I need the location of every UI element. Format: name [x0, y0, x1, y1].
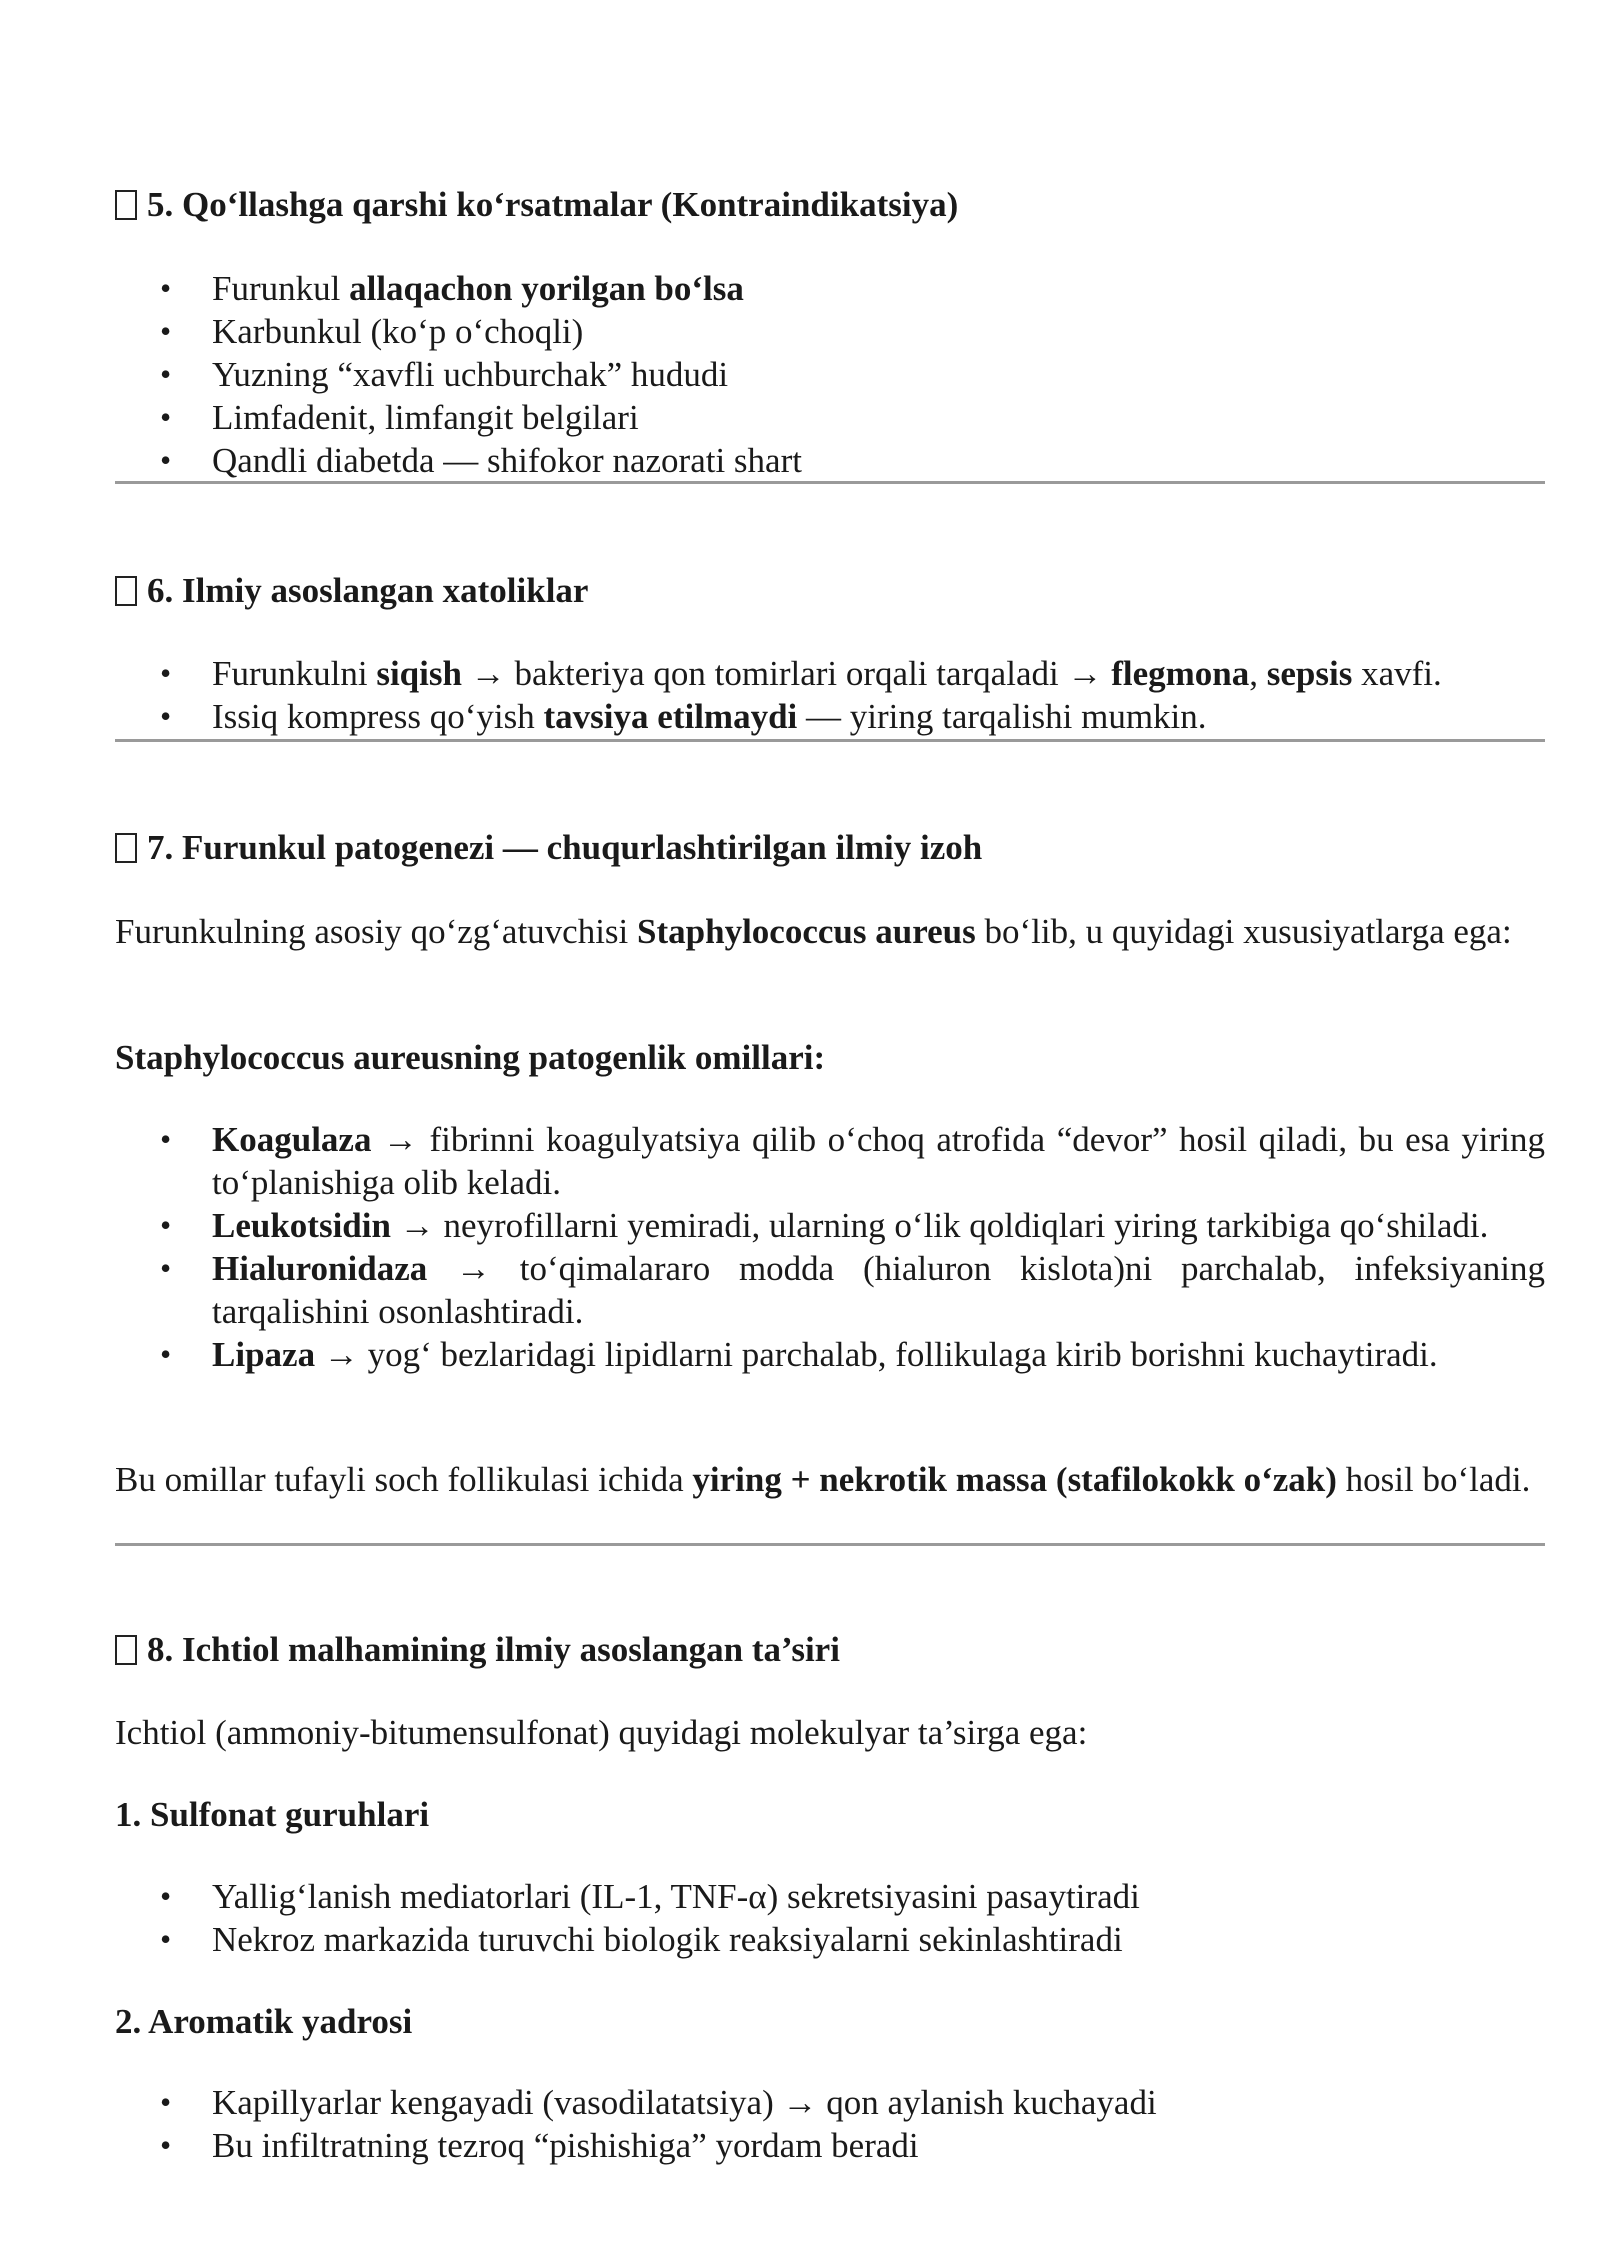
- checkbox-glyph-icon: [115, 833, 137, 863]
- section-8-list-1: [115, 1875, 1545, 1961]
- divider: [115, 1543, 1545, 1546]
- list-item: • Yallig‘lanish mediatorlari (IL-1, TNF-α) sekretsiyasini pasaytiradi: [115, 1875, 1545, 1918]
- list-item: • Bu infiltratning tezroq “pishishiga” yordam beradi: [115, 2124, 1545, 2167]
- section-6-heading: 6. Ilmiy asoslangan xatoliklar: [115, 569, 588, 612]
- list-item: • Qandli diabetda — shifokor nazorati shart: [115, 439, 1545, 482]
- list-item: • Hialuronidaza → to‘qimalararo modda (hialuron kislota)ni parchalab, infeksiyaning tarqalishini osonlashtiradi.: [115, 1247, 1545, 1333]
- section-5-list: [115, 267, 1545, 482]
- list-item: • Issiq kompress qo‘yish tavsiya etilmaydi — yiring tarqalishi mumkin.: [115, 695, 1545, 738]
- list-item: • Leukotsidin → neyrofillarni yemiradi, ularning o‘lik qoldiqlari yiring tarkibiga qo‘shiladi.: [115, 1204, 1545, 1247]
- section-7-list: [115, 1118, 1545, 1376]
- checkbox-glyph-icon: [115, 190, 137, 220]
- divider: [115, 481, 1545, 484]
- divider: [115, 739, 1545, 742]
- list-item: • Furunkulni siqish → bakteriya qon tomirlari orqali tarqaladi → flegmona, sepsis xavfi.: [115, 652, 1545, 695]
- list-item: • Kapillyarlar kengayadi (vasodilatatsiya) → qon aylanish kuchayadi: [115, 2081, 1545, 2124]
- section-6-list: [115, 652, 1545, 738]
- section-7-intro: Furunkulning asosiy qo‘zg‘atuvchisi Staphylococcus aureus bo‘lib, u quyidagi xususiyatlarga ega:: [115, 912, 1512, 951]
- section-8-heading: 8. Ichtiol malhamining ilmiy asoslangan ta’siri: [115, 1628, 840, 1671]
- list-item: • Nekroz markazida turuvchi biologik reaksiyalarni sekinlashtiradi: [115, 1918, 1545, 1961]
- list-item: • Yuzning “xavfli uchburchak” hududi: [115, 353, 1545, 396]
- checkbox-glyph-icon: [115, 1635, 137, 1665]
- list-item: • Limfadenit, limfangit belgilari: [115, 396, 1545, 439]
- list-item: • Koagulaza → fibrinni koagulyatsiya qilib o‘choq atrofida “devor” hosil qiladi, bu esa yiring to‘planishiga olib keladi.: [115, 1118, 1545, 1204]
- section-8-intro: Ichtiol (ammoniy-bitumensulfonat) quyidagi molekulyar ta’sirga ega:: [115, 1713, 1088, 1752]
- section-8-subheading-2: 2. Aromatik yadrosi: [115, 2002, 413, 2041]
- section-7-subheading: Staphylococcus aureusning patogenlik omillari:: [115, 1038, 826, 1077]
- section-8-list-2: [115, 2081, 1545, 2167]
- section-5-heading: 5. Qo‘llashga qarshi ko‘rsatmalar (Kontraindikatsiya): [115, 183, 958, 226]
- section-7-heading: 7. Furunkul patogenezi — chuqurlashtirilgan ilmiy izoh: [115, 826, 982, 869]
- checkbox-glyph-icon: [115, 576, 137, 606]
- list-item: • Lipaza → yog‘ bezlaridagi lipidlarni parchalab, follikulaga kirib borishni kuchaytiradi.: [115, 1333, 1545, 1376]
- list-item: • Furunkul allaqachon yorilgan bo‘lsa: [115, 267, 1545, 310]
- section-7-outro: Bu omillar tufayli soch follikulasi ichida yiring + nekrotik massa (stafilokokk o‘zak) hosil bo‘ladi.: [115, 1460, 1531, 1499]
- section-8-subheading-1: 1. Sulfonat guruhlari: [115, 1795, 430, 1834]
- list-item: • Karbunkul (ko‘p o‘choqli): [115, 310, 1545, 353]
